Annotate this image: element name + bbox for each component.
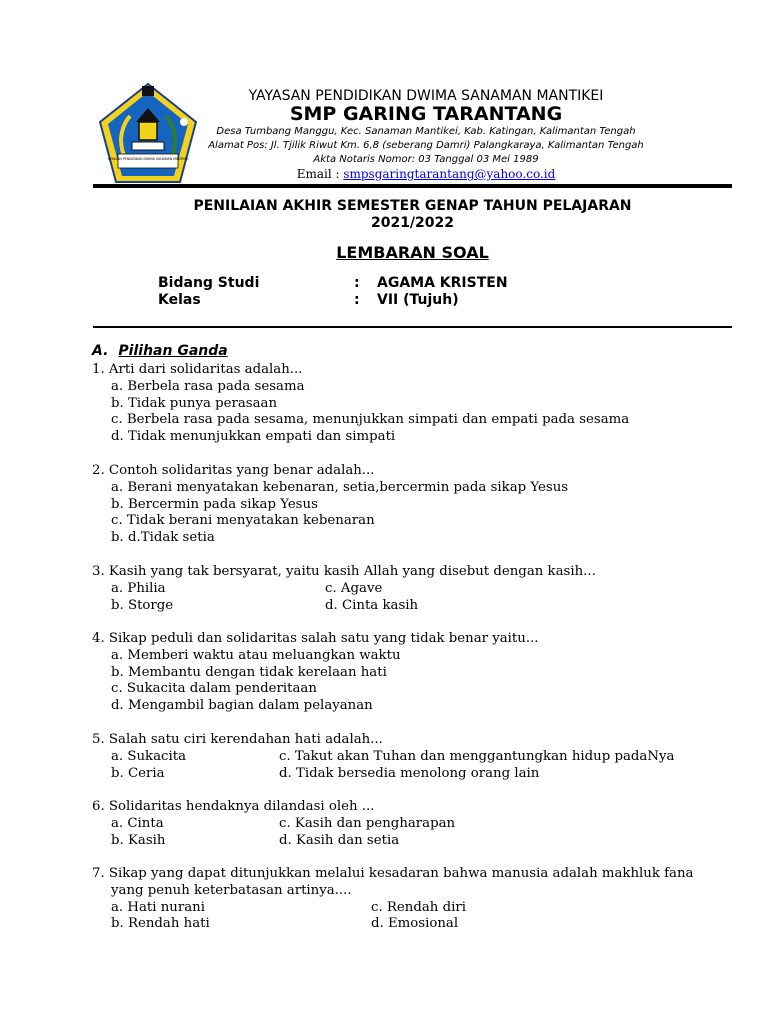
question-2: [92, 463, 568, 547]
subject-colon: :: [354, 275, 360, 291]
question-stem: 7. Sikap yang dapat ditunjukkan melalui kesadaran bahwa manusia adalah makhluk fana: [92, 866, 694, 881]
question-4: [92, 631, 539, 715]
exam-title-line-1: PENILAIAN AKHIR SEMESTER GENAP TAHUN PELAJARAN: [193, 198, 632, 214]
question-stem: 4. Sikap peduli dan solidaritas salah satu yang tidak benar yaitu...: [92, 631, 539, 646]
option-b: b. Tidak punya perasaan: [111, 395, 278, 411]
address-line-1: Desa Tumbang Manggu, Kec. Sanaman Mantikei, Kab. Katingan, Kalimantan Tengah: [216, 126, 636, 137]
notary-deed: Akta Notaris Nomor: 03 Tanggal 03 Mei 1989: [313, 154, 539, 165]
email-link[interactable]: smpsgaringtarantang@yahoo.co.id: [343, 167, 556, 181]
exam-title-line-2: 2021/2022: [370, 215, 455, 231]
option-d: d. Emosional: [371, 916, 459, 932]
option-c: c. Kasih dan pengharapan: [279, 815, 456, 831]
email-line: [106, 167, 746, 181]
question-3: [92, 564, 692, 614]
address-line-2: Alamat Pos: Jl. Tjilik Riwut Km. 6,8 (seberang Damri) Palangkaraya, Kalimantan Tengah: [208, 140, 644, 151]
option-a: a. Memberi waktu atau meluangkan waktu: [111, 647, 401, 663]
question-stem: 6. Solidaritas hendaknya dilandasi oleh ...: [92, 799, 375, 814]
option-row-2: [92, 916, 732, 933]
option-d: d. Tidak menunjukkan empati dan simpati: [111, 429, 396, 445]
question-stem: 1. Arti dari solidaritas adalah...: [92, 362, 303, 377]
question-7: [92, 866, 732, 933]
option-row-1: [92, 581, 692, 598]
class-label: Kelas: [158, 292, 201, 308]
section-letter: A.: [92, 343, 109, 359]
letterhead-divider: [93, 184, 732, 188]
question-stem-continued: yang penuh keterbatasan artinya....: [111, 882, 352, 898]
class-value: VII (Tujuh): [377, 292, 459, 308]
option-c: c. Berbela rasa pada sesama, menunjukkan simpati dan empati pada sesama: [111, 412, 630, 428]
option-b: b. Bercermin pada sikap Yesus: [111, 496, 318, 512]
option-row-2: [92, 766, 712, 783]
class-colon: :: [354, 292, 360, 308]
option-d: d. Kasih dan setia: [279, 832, 400, 848]
option-b: b. Kasih: [111, 832, 166, 848]
option-c: c. Takut akan Tuhan dan menggantungkan hidup padaNya: [279, 748, 675, 764]
option-b: b. Storge: [111, 597, 174, 613]
option-c: c. Tidak berani menyatakan kebenaran: [111, 513, 375, 529]
option-b: b. Ceria: [111, 765, 165, 781]
option-a: a. Hati nurani: [111, 899, 205, 915]
question-6: [92, 799, 692, 849]
section-a-heading: [92, 343, 228, 359]
option-c: c. Agave: [325, 580, 383, 596]
sheet-title: LEMBARAN SOAL: [336, 243, 489, 262]
question-stem: 2. Contoh solidaritas yang benar adalah...: [92, 463, 375, 478]
option-row-1: [92, 900, 732, 917]
foundation-name: YAYASAN PENDIDIKAN DWIMA SANAMAN MANTIKEI: [248, 88, 604, 104]
question-stem: 3. Kasih yang tak bersyarat, yaitu kasih Allah yang disebut dengan kasih...: [92, 564, 596, 579]
option-a: a. Berbela rasa pada sesama: [111, 378, 305, 394]
option-b: b. Membantu dengan tidak kerelaan hati: [111, 664, 387, 680]
question-5: [92, 732, 712, 782]
section-title: Pilihan Ganda: [118, 343, 228, 359]
option-a: a. Cinta: [111, 815, 164, 831]
option-row-1: [92, 749, 712, 766]
option-d: b. d.Tidak setia: [111, 530, 215, 546]
option-a: a. Berani menyatakan kebenaran, setia,bercermin pada sikap Yesus: [111, 479, 569, 495]
option-d: d. Tidak bersedia menolong orang lain: [279, 765, 540, 781]
question-1: [92, 362, 629, 446]
option-c: c. Rendah diri: [371, 899, 466, 915]
option-c: c. Sukacita dalam penderitaan: [111, 681, 317, 697]
email-label: Email :: [296, 167, 344, 181]
question-stem: 5. Salah satu ciri kerendahan hati adalah...: [92, 732, 383, 747]
header-divider: [93, 326, 732, 328]
school-name: SMP GARING TARANTANG: [289, 103, 563, 125]
logo-text: YAYASAN PENDIDIKAN DWIMA SANAMAN MANTIKEI: [107, 157, 189, 161]
option-d: d. Mengambil bagian dalam pelayanan: [111, 698, 373, 714]
option-a: a. Sukacita: [111, 748, 187, 764]
option-row-2: [92, 598, 692, 615]
option-a: a. Philia: [111, 580, 166, 596]
option-row-2: [92, 833, 692, 850]
option-b: b. Rendah hati: [111, 916, 210, 932]
subject-value: AGAMA KRISTEN: [377, 275, 508, 291]
option-row-1: [92, 816, 692, 833]
subject-label: Bidang Studi: [158, 275, 260, 291]
option-d: d. Cinta kasih: [325, 597, 419, 613]
